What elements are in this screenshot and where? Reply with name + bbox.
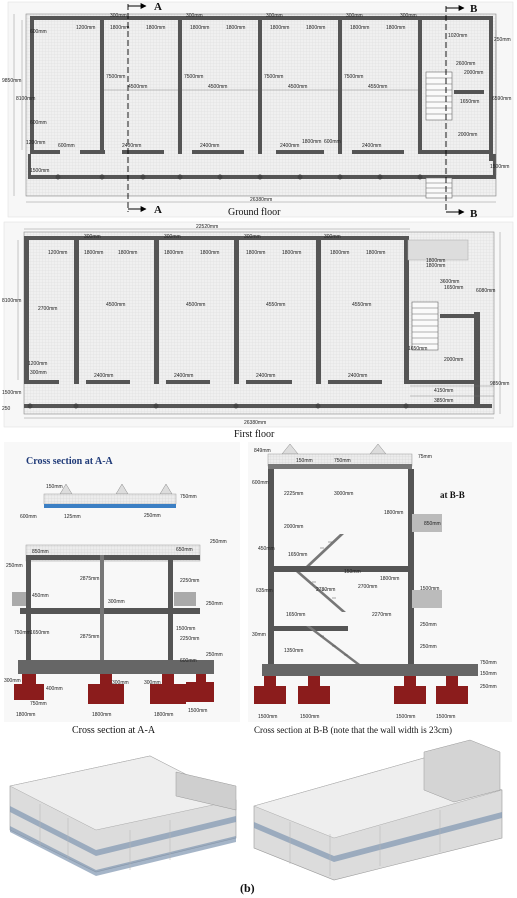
bb-dim-6: 2225mm <box>284 491 304 497</box>
aa-dim-10: 450mm <box>32 593 49 599</box>
gf-bottom-5: 600mm <box>324 139 341 145</box>
section-bb-title: at B-B <box>440 490 465 500</box>
ff-left-3: 300mm <box>30 370 47 376</box>
ff-room-width-2: 1800mm <box>84 250 104 256</box>
gf-bottom-6: 2400mm <box>362 143 382 149</box>
ff-right-8: 4150mm <box>434 388 454 394</box>
gf-bottom-2: 2400mm <box>122 143 142 149</box>
ff-right-5: 1650mm <box>408 346 428 352</box>
gf-left-2: 9850mm <box>2 78 22 84</box>
bb-dim-19: 2270mm <box>372 612 392 618</box>
gf-room-width-2: 1800mm <box>110 25 130 31</box>
gf-bottom-1: 600mm <box>58 143 75 149</box>
aa-dim-9: 250mm <box>6 563 23 569</box>
aa-dim-15: 750mm <box>14 630 31 636</box>
cross-section-b-b <box>248 442 512 735</box>
gf-room-inner-3: 4500mm <box>288 84 308 90</box>
bb-dim-14: 2780mm <box>316 587 336 593</box>
ff-right-7: 9850mm <box>490 381 510 387</box>
gf-right-7: 1500mm <box>490 164 510 170</box>
ff-room-width-4: 1800mm <box>164 250 184 256</box>
bb-dim-22: 30mm <box>252 632 266 638</box>
ff-room-inner-1: 2700mm <box>38 306 58 312</box>
bb-dim-21: 250mm <box>420 622 437 628</box>
gf-dim-top-3: 300mm <box>266 13 283 19</box>
panel-label: (b) <box>240 881 255 895</box>
first-floor-plan <box>2 222 513 440</box>
gf-vertical-1: 7500mm <box>106 74 126 80</box>
bb-dim-31: 1500mm <box>436 714 456 720</box>
ff-room-width-8: 1800mm <box>330 250 350 256</box>
bb-dim-27: 250mm <box>480 684 497 690</box>
gf-vertical-2: 7500mm <box>184 74 204 80</box>
bb-dim-1: 849mm <box>254 448 271 454</box>
section-mark-a-top: A <box>154 1 162 13</box>
gf-right-3: 2000mm <box>464 70 484 76</box>
bb-dim-2: 150mm <box>296 458 313 464</box>
gf-bottom-3: 2400mm <box>200 143 220 149</box>
gf-room-width-8: 1800mm <box>350 25 370 31</box>
aa-dim-6: 850mm <box>32 549 49 555</box>
ff-bottom-4: 2400mm <box>348 373 368 379</box>
gf-room-width-7: 1800mm <box>306 25 326 31</box>
gf-left-1: 600mm <box>30 29 47 35</box>
bb-dim-10: 2000mm <box>284 524 304 530</box>
ff-total-length: 26380mm <box>244 420 267 426</box>
gf-right-6: 2000mm <box>458 132 478 138</box>
bb-dim-26: 150mm <box>480 671 497 677</box>
gf-right-4: 6590mm <box>492 96 512 102</box>
section-aa-caption: Cross section at A-A <box>72 725 156 736</box>
ground-floor-plan <box>2 1 513 220</box>
aa-dim-1: 150mm <box>46 484 63 490</box>
gf-dim-top-2: 300mm <box>186 13 203 19</box>
ff-left-1: 8100mm <box>2 298 22 304</box>
section-bb-caption: Cross section at B-B (note that the wall width is 23cm) <box>254 725 452 735</box>
bb-dim-3: 750mm <box>334 458 351 464</box>
aa-dim-22: 300mm <box>4 678 21 684</box>
bb-dim-18: 635mm <box>256 588 273 594</box>
ground-floor-caption: Ground floor <box>228 207 281 218</box>
aa-dim-2: 750mm <box>180 494 197 500</box>
gf-room-inner-2: 4500mm <box>208 84 228 90</box>
ff-room-inner-2: 4500mm <box>106 302 126 308</box>
ff-room-width-5: 1800mm <box>200 250 220 256</box>
bb-dim-17: 1500mm <box>420 586 440 592</box>
bb-dim-13: 150mm <box>344 569 361 575</box>
ff-dim-top-2: 300mm <box>164 234 181 240</box>
gf-room-width-6: 1800mm <box>270 25 290 31</box>
bb-dim-9: 850mm <box>424 521 441 527</box>
section-mark-b-top: B <box>470 3 478 15</box>
ff-right-9: 3850mm <box>434 398 454 404</box>
aa-dim-24: 400mm <box>46 686 63 692</box>
ff-right-3: 1650mm <box>444 285 464 291</box>
ff-room-width-9: 1800mm <box>366 250 386 256</box>
bb-dim-30: 1500mm <box>396 714 416 720</box>
bb-dim-24: 250mm <box>420 644 437 650</box>
aa-dim-3: 125mm <box>64 514 81 520</box>
gf-room-inner-4: 4550mm <box>368 84 388 90</box>
gf-room-width-3: 1800mm <box>146 25 166 31</box>
ff-room-width-10: 1800mm <box>426 258 446 264</box>
aa-dim-30: 1500mm <box>188 708 208 714</box>
ff-bottom-3: 2400mm <box>256 373 276 379</box>
bb-dim-4: 75mm <box>418 454 432 460</box>
cross-section-a-a <box>4 442 240 736</box>
first-floor-caption: First floor <box>234 429 275 440</box>
bb-dim-15: 2700mm <box>358 584 378 590</box>
bb-dim-8: 1800mm <box>384 510 404 516</box>
bb-dim-28: 1500mm <box>258 714 278 720</box>
ff-room-width-3: 1800mm <box>118 250 138 256</box>
section-aa-title: Cross section at A-A <box>26 456 113 467</box>
gf-left-6: 1500mm <box>30 168 50 174</box>
aa-dim-28: 1800mm <box>92 712 112 718</box>
bb-dim-11: 450mm <box>258 546 275 552</box>
aa-dim-23: 750mm <box>30 701 47 707</box>
three-d-view-right <box>254 740 502 880</box>
bb-dim-29: 1500mm <box>300 714 320 720</box>
ff-right-4: 6080mm <box>476 288 496 294</box>
ff-room-inner-5: 4550mm <box>352 302 372 308</box>
ff-left-2: 1200mm <box>28 361 48 367</box>
gf-vertical-4: 7500mm <box>344 74 364 80</box>
gf-dim-top-1: 300mm <box>110 13 127 19</box>
aa-dim-18: 2250mm <box>180 636 200 642</box>
gf-bottom-4: 2400mm <box>280 143 300 149</box>
aa-dim-21: 600mm <box>180 658 197 664</box>
ff-dim-top-3: 300mm <box>244 234 261 240</box>
bb-dim-7: 3000mm <box>334 491 354 497</box>
ff-bottom-1: 2400mm <box>94 373 114 379</box>
ff-room-inner-3: 4500mm <box>186 302 206 308</box>
gf-room-width-9: 1800mm <box>386 25 406 31</box>
ff-dim-top-1: 300mm <box>84 234 101 240</box>
ff-left-4: 1500mm <box>2 390 22 396</box>
gf-right-1: 250mm <box>494 37 511 43</box>
ff-right-2: 3600mm <box>440 279 460 285</box>
gf-right-5: 1650mm <box>460 99 480 105</box>
aa-dim-7: 650mm <box>176 547 193 553</box>
ff-room-inner-4: 4550mm <box>266 302 286 308</box>
aa-dim-25: 300mm <box>112 680 129 686</box>
section-mark-a-bottom: A <box>154 204 162 216</box>
aa-dim-11: 2875mm <box>80 576 100 582</box>
gf-right-2: 2600mm <box>456 61 476 67</box>
aa-dim-19: 1500mm <box>176 626 196 632</box>
gf-room-inner-1: 4500mm <box>128 84 148 90</box>
gf-dim-top-5: 300mm <box>400 13 417 19</box>
gf-left-3: 8100mm <box>16 96 36 102</box>
ff-bottom-2: 2400mm <box>174 373 194 379</box>
aa-dim-4: 600mm <box>20 514 37 520</box>
aa-dim-13: 300mm <box>108 599 125 605</box>
ff-total-top: 22520mm <box>196 224 219 230</box>
aa-dim-26: 300mm <box>144 680 161 686</box>
ff-room-width-1: 1200mm <box>48 250 68 256</box>
gf-room-width-5: 1800mm <box>226 25 246 31</box>
ff-right-1: 1800mm <box>426 263 446 269</box>
aa-dim-17: 2875mm <box>80 634 100 640</box>
aa-dim-20: 250mm <box>206 652 223 658</box>
gf-room-width-11: 1020mm <box>448 33 468 39</box>
gf-room-width-4: 1800mm <box>190 25 210 31</box>
section-mark-b-bottom: B <box>470 208 478 220</box>
ff-room-width-6: 1800mm <box>246 250 266 256</box>
ff-room-width-7: 1800mm <box>282 250 302 256</box>
ff-left-5: 250 <box>2 406 11 412</box>
aa-dim-27: 1800mm <box>16 712 36 718</box>
gf-left-4: 600mm <box>30 120 47 126</box>
bb-dim-5: 600mm <box>252 480 269 486</box>
three-d-view-left <box>10 756 236 876</box>
bb-dim-20: 1650mm <box>286 612 306 618</box>
gf-dim-top-4: 300mm <box>346 13 363 19</box>
gf-room-width-1: 1200mm <box>76 25 96 31</box>
aa-dim-5: 250mm <box>144 513 161 519</box>
bb-dim-12: 1650mm <box>288 552 308 558</box>
bb-dim-25: 750mm <box>480 660 497 666</box>
ff-dim-top-4: 300mm <box>324 234 341 240</box>
aa-dim-8: 250mm <box>210 539 227 545</box>
aa-dim-14: 250mm <box>206 601 223 607</box>
bb-dim-16: 1800mm <box>380 576 400 582</box>
aa-dim-16: 1650mm <box>30 630 50 636</box>
bb-dim-23: 1350mm <box>284 648 304 654</box>
gf-vertical-3: 7500mm <box>264 74 284 80</box>
aa-dim-12: 2250mm <box>180 578 200 584</box>
gf-left-5: 1200mm <box>26 140 46 146</box>
ff-right-6: 2000mm <box>444 357 464 363</box>
gf-total-length: 26380mm <box>250 197 273 203</box>
gf-room-width-10: 1800mm <box>302 139 322 145</box>
aa-dim-29: 1800mm <box>154 712 174 718</box>
